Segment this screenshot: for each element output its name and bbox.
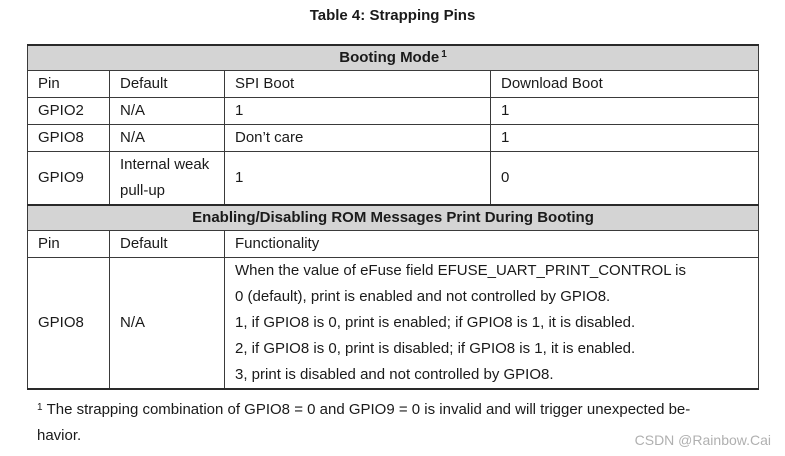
cell-download-boot: 1 [491,98,759,125]
booting-mode-title: Booting Mode [339,49,440,66]
cell-pin: GPIO8 [28,125,110,152]
col-header-spi-boot: SPI Boot [225,71,491,98]
footnote-line-1 [37,397,759,423]
cell-spi-boot: Don’t care [225,125,491,152]
cell-pin: GPIO9 [28,152,110,206]
table-caption: Table 4: Strapping Pins [309,7,476,24]
booting-header-row [28,71,759,98]
booting-mode-section-row [28,45,759,71]
functionality-line: When the value of eFuse field EFUSE_UART_PRINT_CONTROL is [235,262,686,279]
table-row [28,152,759,206]
table-row [28,258,759,390]
cell-default: N/A [110,125,225,152]
col-header-default: Default [110,71,225,98]
functionality-line: 1, if GPIO8 is 0, print is enabled; if GPIO8 is 1, it is disabled. [235,314,636,331]
cell-download-boot: 1 [491,125,759,152]
rom-header-row [28,231,759,258]
strapping-pins-table [27,44,759,390]
col-header-pin: Pin [28,71,110,98]
table-row [28,125,759,152]
footnote-text-1: The strapping combination of GPIO8 = 0 and GPIO9 = 0 is invalid and will trigger unexpected be- [46,401,691,418]
cell-default: Internal weak pull-up [110,152,225,206]
cell-default: N/A [110,98,225,125]
col-header-functionality: Functionality [225,231,759,258]
col-header-download-boot: Download Boot [491,71,759,98]
booting-mode-footnote-marker: 1 [441,49,447,60]
cell-spi-boot: 1 [225,98,491,125]
rom-messages-section-row [28,205,759,231]
footnote-marker: 1 [37,402,43,413]
booting-mode-heading [28,45,759,71]
rom-messages-heading: Enabling/Disabling ROM Messages Print During Booting [28,205,759,231]
cell-functionality [225,258,759,390]
cell-pin: GPIO2 [28,98,110,125]
cell-spi-boot: 1 [225,152,491,206]
functionality-line: 0 (default), print is enabled and not controlled by GPIO8. [235,288,611,305]
functionality-line: 2, if GPIO8 is 0, print is disabled; if GPIO8 is 1, it is enabled. [235,340,636,357]
col-header-pin: Pin [28,231,110,258]
cell-pin: GPIO8 [28,258,110,390]
col-header-default: Default [110,231,225,258]
cell-download-boot: 0 [491,152,759,206]
watermark: CSDN @Rainbow.Cai [634,432,771,448]
footnote-line-2: havior. [37,427,82,444]
functionality-line: 3, print is disabled and not controlled by GPIO8. [235,366,554,383]
table-row [28,98,759,125]
cell-default: N/A [110,258,225,390]
